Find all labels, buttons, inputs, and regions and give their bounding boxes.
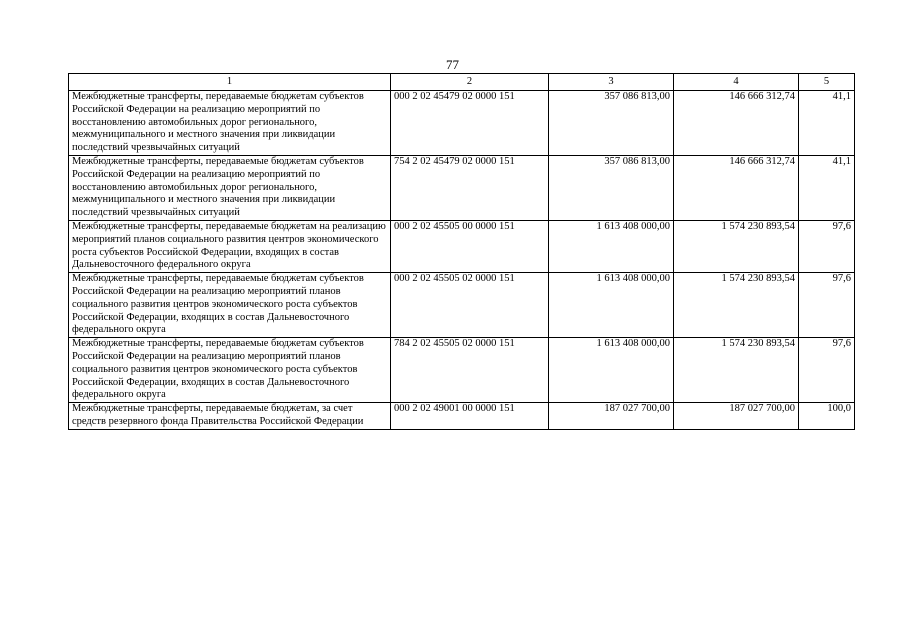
row-actual-amount: 1 574 230 893,54 xyxy=(674,338,799,403)
row-description: Межбюджетные трансферты, передаваемые бюджетам, за счет средств резервного фонда Правительства Российской Федерации xyxy=(69,403,391,430)
column-header-4: 4 xyxy=(674,74,799,91)
row-code: 000 2 02 49001 00 0000 151 xyxy=(391,403,549,430)
row-plan-amount: 187 027 700,00 xyxy=(549,403,674,430)
header-row xyxy=(69,74,855,91)
row-percent: 41,1 xyxy=(799,91,855,156)
row-code: 000 2 02 45505 00 0000 151 xyxy=(391,220,549,272)
row-description: Межбюджетные трансферты, передаваемые бюджетам субъектов Российской Федерации на реализацию мероприятий по восстановлению автомобильных дорог регионального, межмуниципального и местного значения при ликвидации последствий чрезвычайных ситуаций xyxy=(69,91,391,156)
column-header-3: 3 xyxy=(549,74,674,91)
row-actual-amount: 146 666 312,74 xyxy=(674,91,799,156)
row-description: Межбюджетные трансферты, передаваемые бюджетам субъектов Российской Федерации на реализацию мероприятий планов социального развития центров экономического роста субъектов Российской Федерации, входящих в состав Дальневосточного федерального округа xyxy=(69,338,391,403)
budget-table xyxy=(68,73,855,430)
row-percent: 97,6 xyxy=(799,220,855,272)
row-actual-amount: 1 574 230 893,54 xyxy=(674,220,799,272)
row-percent: 41,1 xyxy=(799,155,855,220)
row-plan-amount: 1 613 408 000,00 xyxy=(549,220,674,272)
column-header-5: 5 xyxy=(799,74,855,91)
table-header xyxy=(69,74,855,91)
column-header-1: 1 xyxy=(69,74,391,91)
table-row xyxy=(69,220,855,272)
page-number: 77 xyxy=(446,57,459,72)
row-actual-amount: 146 666 312,74 xyxy=(674,155,799,220)
row-code: 754 2 02 45479 02 0000 151 xyxy=(391,155,549,220)
row-description: Межбюджетные трансферты, передаваемые бюджетам на реализацию мероприятий планов социального развития центров экономического роста субъектов Российской Федерации, входящих в состав Дальневосточного федерального округа xyxy=(69,220,391,272)
table-row xyxy=(69,338,855,403)
table-row xyxy=(69,155,855,220)
row-description: Межбюджетные трансферты, передаваемые бюджетам субъектов Российской Федерации на реализацию мероприятий по восстановлению автомобильных дорог регионального, межмуниципального и местного значения при ликвидации последствий чрезвычайных ситуаций xyxy=(69,155,391,220)
table-row xyxy=(69,403,855,430)
column-header-2: 2 xyxy=(391,74,549,91)
table-body xyxy=(69,91,855,430)
row-percent: 97,6 xyxy=(799,273,855,338)
row-plan-amount: 1 613 408 000,00 xyxy=(549,338,674,403)
row-code: 000 2 02 45505 02 0000 151 xyxy=(391,273,549,338)
row-plan-amount: 357 086 813,00 xyxy=(549,91,674,156)
row-actual-amount: 1 574 230 893,54 xyxy=(674,273,799,338)
table-row xyxy=(69,91,855,156)
row-percent: 100,0 xyxy=(799,403,855,430)
row-code: 784 2 02 45505 02 0000 151 xyxy=(391,338,549,403)
row-plan-amount: 1 613 408 000,00 xyxy=(549,273,674,338)
row-percent: 97,6 xyxy=(799,338,855,403)
row-plan-amount: 357 086 813,00 xyxy=(549,155,674,220)
row-code: 000 2 02 45479 02 0000 151 xyxy=(391,91,549,156)
row-description: Межбюджетные трансферты, передаваемые бюджетам субъектов Российской Федерации на реализацию мероприятий планов социального развития центров экономического роста субъектов Российской Федерации, входящих в состав Дальневосточного федерального округа xyxy=(69,273,391,338)
row-actual-amount: 187 027 700,00 xyxy=(674,403,799,430)
table-row xyxy=(69,273,855,338)
